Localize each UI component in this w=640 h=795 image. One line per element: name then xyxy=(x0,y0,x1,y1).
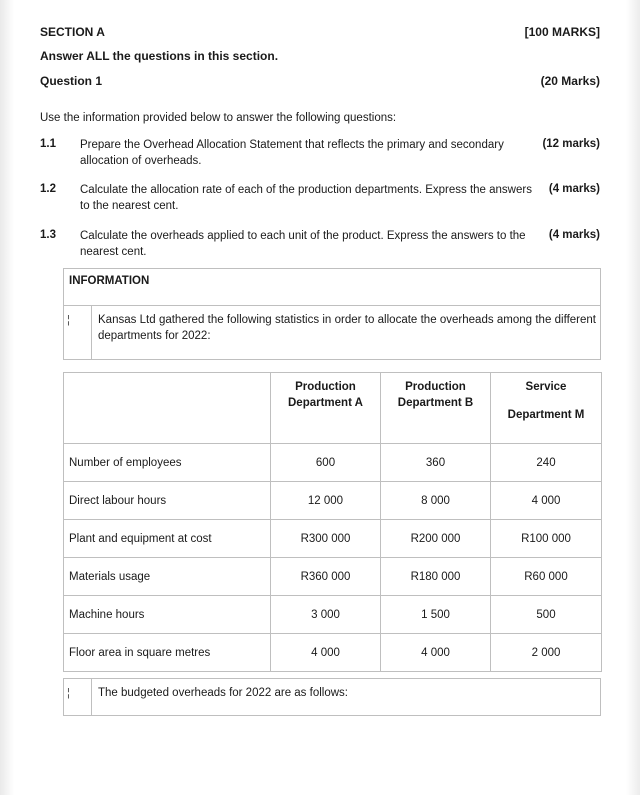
question-text: Calculate the allocation rate of each of the production departments. Express the answers to the nearest cent. xyxy=(80,184,532,212)
header-line: Department B xyxy=(397,397,474,409)
question-marks-value: (4 marks) xyxy=(548,183,600,195)
question-marks-value: (4 marks) xyxy=(548,229,600,241)
cell-dept-a: R300 000 xyxy=(271,520,381,558)
information-divider xyxy=(63,305,601,306)
cell-dept-m: 2 000 xyxy=(491,634,602,672)
row-label: Plant and equipment at cost xyxy=(64,520,271,558)
budget-marker-divider xyxy=(91,678,92,716)
budget-text: The budgeted overheads for 2022 are as follows: xyxy=(98,687,348,699)
section-title: SECTION A xyxy=(40,25,105,39)
cell-dept-m: 240 xyxy=(491,444,602,482)
cell-dept-a: 4 000 xyxy=(271,634,381,672)
table-row xyxy=(64,634,602,672)
question-title: Question 1 xyxy=(40,74,103,88)
table-row xyxy=(64,520,602,558)
cell-dept-a: R360 000 xyxy=(271,558,381,596)
cell-dept-m: 500 xyxy=(491,596,602,634)
row-label: Direct labour hours xyxy=(64,482,271,520)
statistics-table xyxy=(63,372,602,672)
table-header-empty xyxy=(64,373,271,444)
cell-dept-a: 12 000 xyxy=(271,482,381,520)
question-number: 1.2 xyxy=(40,183,56,195)
cell-dept-b: R180 000 xyxy=(381,558,491,596)
cell-dept-b: 1 500 xyxy=(381,596,491,634)
question-marks: (20 Marks) xyxy=(540,74,600,88)
table-row xyxy=(64,558,602,596)
table-header-row xyxy=(64,373,602,444)
question-marks-value: (12 marks) xyxy=(542,138,600,150)
information-title: INFORMATION xyxy=(69,275,150,287)
cell-dept-a: 3 000 xyxy=(271,596,381,634)
table-header-dept-b xyxy=(381,373,491,444)
row-label: Floor area in square metres xyxy=(64,634,271,672)
information-marker-divider xyxy=(91,305,92,360)
question-number: 1.3 xyxy=(40,229,56,241)
bullet-marker-icon: ¦ xyxy=(67,687,70,699)
instruction-text: Answer ALL the questions in this section. xyxy=(40,49,279,63)
header-line: Department M xyxy=(507,409,585,421)
cell-dept-m: 4 000 xyxy=(491,482,602,520)
section-marks: [100 MARKS] xyxy=(524,25,600,39)
header-line: Production xyxy=(405,381,466,393)
header-line: Production xyxy=(295,381,356,393)
header-line: Service xyxy=(525,381,567,393)
table-header-dept-m xyxy=(491,373,602,444)
cell-dept-m: R60 000 xyxy=(491,558,602,596)
cell-dept-b: R200 000 xyxy=(381,520,491,558)
table-row xyxy=(64,596,602,634)
cell-dept-m: R100 000 xyxy=(491,520,602,558)
table-row xyxy=(64,482,602,520)
question-number: 1.1 xyxy=(40,138,56,150)
question-text: Prepare the Overhead Allocation Statement that reflects the primary and secondary allocation of overheads. xyxy=(80,139,504,167)
cell-dept-a: 600 xyxy=(271,444,381,482)
table-row xyxy=(64,444,602,482)
row-label: Materials usage xyxy=(64,558,271,596)
information-text: Kansas Ltd gathered the following statistics in order to allocate the overheads among the different departments for 2022: xyxy=(98,314,596,342)
bullet-marker-icon: ¦ xyxy=(67,314,70,326)
cell-dept-b: 360 xyxy=(381,444,491,482)
row-label: Number of employees xyxy=(64,444,271,482)
cell-dept-b: 8 000 xyxy=(381,482,491,520)
header-line: Department A xyxy=(288,397,363,409)
row-label: Machine hours xyxy=(64,596,271,634)
table-header-dept-a xyxy=(271,373,381,444)
cell-dept-b: 4 000 xyxy=(381,634,491,672)
intro-text: Use the information provided below to answer the following questions: xyxy=(40,112,397,124)
question-text: Calculate the overheads applied to each unit of the product. Express the answers to the nearest cent. xyxy=(80,230,526,258)
